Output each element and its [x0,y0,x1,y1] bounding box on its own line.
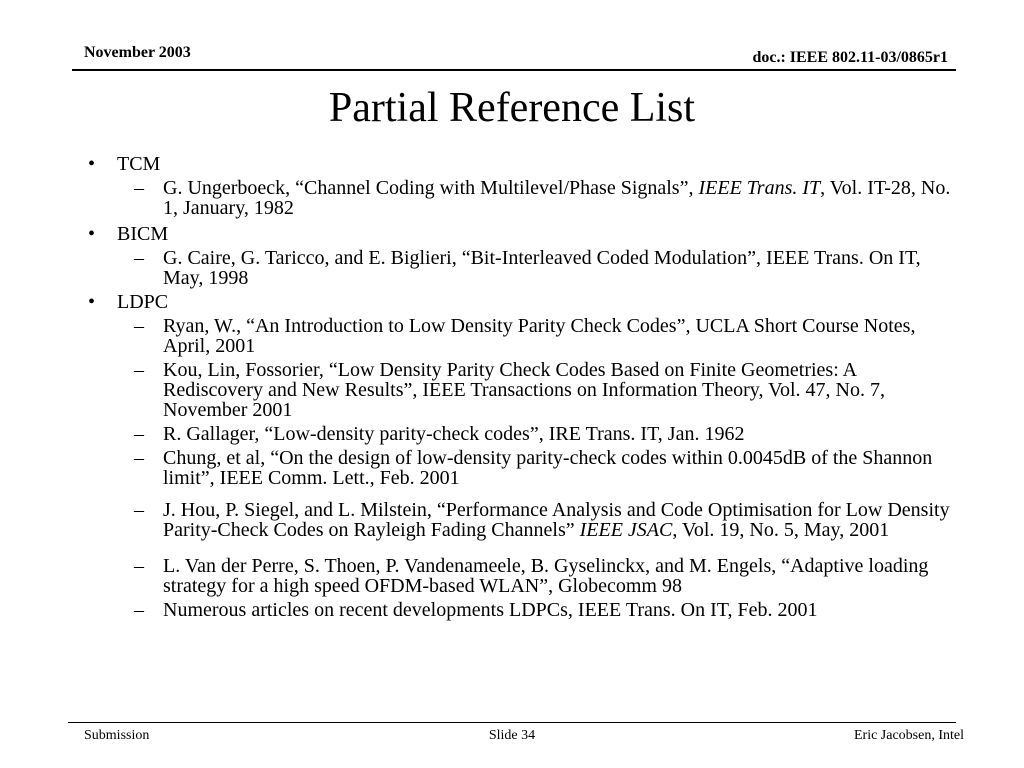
reference-item [134,360,954,420]
reference-item [134,500,954,540]
slide-title: Partial Reference List [328,85,696,131]
header-divider [72,69,956,71]
section-label: BICM [117,223,169,245]
dash-icon: – [134,423,144,445]
journal-name: IEEE Trans. IT [698,177,821,199]
dash-icon: – [134,177,144,199]
section-tcm [88,154,160,174]
section-label: TCM [117,153,161,175]
reference-text [163,360,954,420]
reference-segment: G. Ungerboeck, “Channel Coding with Multilevel/Phase Signals”, [163,177,699,199]
reference-item [134,248,954,288]
reference-text [163,500,954,540]
footer-author: Eric Jacobsen, Intel [853,728,964,743]
reference-item [134,448,954,488]
reference-item [134,178,954,218]
section-label: LDPC [117,291,169,313]
dash-icon: – [134,247,144,269]
dash-icon: – [134,359,144,381]
footer-slide-number: Slide 34 [488,728,536,743]
reference-text [163,248,954,288]
dash-icon: – [134,447,144,469]
reference-segment: Chung, et al, “On the design of low-density parity-check codes within 0.0045dB of the Shannon limit”, IEEE Comm. Lett., Feb. 2001 [163,447,933,489]
reference-text [163,316,954,356]
dash-icon: – [134,555,144,577]
reference-segment: Ryan, W., “An Introduction to Low Density Parity Check Codes”, UCLA Short Course Notes, April, 2001 [163,315,916,357]
reference-segment: J. Hou, P. Siegel, and L. Milstein, “Performance Analysis and Code Optimisation for Low Density Parity-Check Codes on Rayleigh Fading Channels” [163,499,950,541]
bullet-icon: • [88,291,96,313]
reference-text [163,600,954,620]
header-doc-number: doc.: IEEE 802.11-03/0865r1 [752,49,948,66]
reference-segment: Numerous articles on recent developments LDPCs, IEEE Trans. On IT, Feb. 2001 [163,599,818,621]
journal-name: IEEE JSAC [579,519,673,541]
reference-segment: , Vol. IT-28, No. 1, January, 1982 [163,177,951,219]
bullet-icon: • [88,153,96,175]
footer-divider [68,722,956,723]
reference-segment: Kou, Lin, Fossorier, “Low Density Parity Check Codes Based on Finite Geometries: A Rediscovery and New Results”, IEEE Transactions on Information Theory, Vol. 47, No. 7, November 2001 [163,359,885,421]
section-ldpc [88,292,168,312]
reference-segment: L. Van der Perre, S. Thoen, P. Vandenameele, B. Gyselinckx, and M. Engels, “Adaptive loading strategy for a high speed OFDM-based WLAN”, Globecomm 98 [163,555,929,597]
header-date: November 2003 [84,44,191,61]
bullet-icon: • [88,223,96,245]
dash-icon: – [134,599,144,621]
reference-text [163,424,954,444]
reference-segment: R. Gallager, “Low-density parity-check codes”, IRE Trans. IT, Jan. 1962 [163,423,745,445]
section-bicm [88,224,168,244]
dash-icon: – [134,499,144,521]
reference-segment: G. Caire, G. Taricco, and E. Biglieri, “Bit-Interleaved Coded Modulation”, IEEE Trans. On IT, May, 1998 [163,247,921,289]
reference-segment: , Vol. 19, No. 5, May, 2001 [672,519,890,541]
footer-submission: Submission [84,728,150,743]
dash-icon: – [134,315,144,337]
reference-item [134,556,954,596]
reference-item [134,600,954,620]
reference-text [163,178,954,218]
reference-item [134,316,954,356]
reference-item [134,424,954,444]
reference-text [163,556,954,596]
reference-text [163,448,954,488]
